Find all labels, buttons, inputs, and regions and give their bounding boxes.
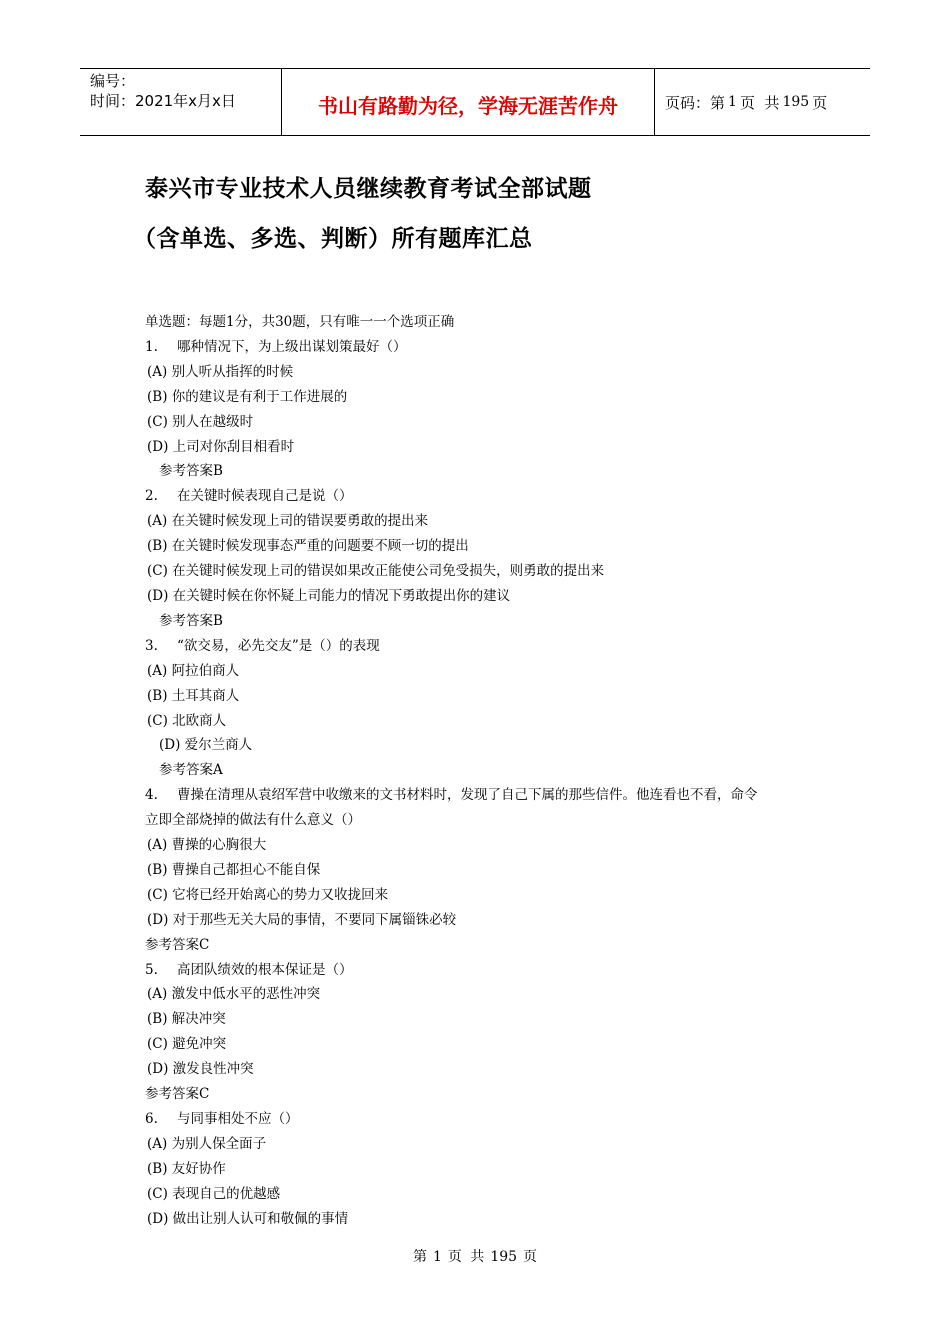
header-page-prefix: 页码：第 bbox=[665, 93, 726, 112]
reference-answer: 参考答案B bbox=[159, 463, 223, 480]
section-intro: 单选题：每题1分，共30题，只有唯一一个选项正确 bbox=[145, 314, 455, 330]
option-item: (C) 表现自己的优越感 bbox=[147, 1185, 281, 1202]
question-number: 2. bbox=[145, 488, 158, 505]
doc-code-label: 编号： bbox=[90, 72, 136, 90]
question-number: 6. bbox=[145, 1111, 158, 1127]
option-item: (C) 北欧商人 bbox=[147, 712, 227, 729]
option-item: (B) 你的建议是有利于工作进展的 bbox=[147, 388, 348, 405]
option-item: (D) 上司对你刮目相看时 bbox=[147, 438, 295, 455]
option-item: (D) 在关键时候在你怀疑上司能力的情况下勇敢提出你的建议 bbox=[147, 587, 511, 604]
question-text: 曹操在清理从袁绍军营中收缴来的文书材料时，发现了自己下属的那些信件。他连看也不看，命令 bbox=[177, 787, 758, 804]
footer-suffix: 页 bbox=[523, 1249, 538, 1265]
question-list bbox=[145, 310, 825, 1232]
page-header bbox=[80, 68, 870, 136]
question-number: 3. bbox=[145, 637, 158, 654]
option-item: (A) 激发中低水平的恶性冲突 bbox=[147, 986, 321, 1003]
option-item: (D) 激发良性冲突 bbox=[147, 1061, 254, 1078]
header-motto: 书山有路勤为径，学海无涯苦作舟 bbox=[282, 69, 655, 135]
question-text: “欲交易，必先交友”是（）的表现 bbox=[177, 637, 380, 654]
option-item: (B) 在关键时候发现事态严重的问题要不顾一切的提出 bbox=[147, 538, 469, 555]
header-page-info bbox=[655, 69, 870, 135]
option-item: (C) 它将已经开始离心的势力又收拢回来 bbox=[147, 886, 389, 903]
question-text-continued: 立即全部烧掉的做法有什么意义（） bbox=[145, 812, 361, 829]
option-item: (A) 为别人保全面子 bbox=[147, 1135, 267, 1152]
header-page-mid: 页 共 bbox=[739, 93, 780, 112]
option-item: (A) 曹操的心胸很大 bbox=[147, 837, 267, 854]
footer-page-number: 1 bbox=[432, 1249, 442, 1265]
document-title-line-2: （含单选、多选、判断）所有题库汇总 bbox=[133, 226, 533, 252]
question-text: 哪种情况下，为上级出谋划策最好（） bbox=[177, 338, 407, 355]
option-item: (A) 阿拉伯商人 bbox=[147, 662, 240, 679]
question-text: 与同事相处不应（） bbox=[177, 1111, 299, 1127]
question-stem bbox=[145, 958, 825, 983]
option-item: (D) 对于那些无关大局的事情，不要同下属锱铢必较 bbox=[147, 911, 457, 928]
doc-time-label: 时间：2021年x月x日 bbox=[90, 92, 236, 110]
reference-answer: 参考答案B bbox=[159, 612, 223, 629]
reference-answer: 参考答案C bbox=[145, 936, 210, 953]
option-item: (B) 友好协作 bbox=[147, 1160, 226, 1177]
question-stem bbox=[145, 335, 825, 360]
header-meta bbox=[80, 69, 282, 135]
option-item: (C) 在关键时候发现上司的错误如果改正能使公司免受损失，则勇敢的提出来 bbox=[147, 563, 605, 580]
question-number: 5. bbox=[145, 961, 158, 978]
document-title-line-1: 泰兴市专业技术人员继续教育考试全部试题 bbox=[145, 176, 592, 202]
question-stem bbox=[145, 783, 825, 808]
option-item: (C) 避免冲突 bbox=[147, 1036, 227, 1053]
reference-answer: 参考答案A bbox=[159, 762, 223, 779]
footer-mid: 页 共 bbox=[447, 1249, 485, 1265]
reference-answer: 参考答案C bbox=[145, 1086, 210, 1103]
option-item: (D) 做出让别人认可和敬佩的事情 bbox=[147, 1210, 349, 1227]
option-item: (B) 解决冲突 bbox=[147, 1011, 226, 1028]
page-footer bbox=[0, 1246, 950, 1266]
option-item: (A) 在关键时候发现上司的错误要勇敢的提出来 bbox=[147, 513, 429, 530]
header-page-suffix: 页 bbox=[812, 93, 828, 112]
question-number: 4. bbox=[145, 787, 158, 804]
option-item: (A) 别人听从指挥的时候 bbox=[147, 363, 294, 380]
question-number: 1. bbox=[145, 338, 158, 355]
footer-page-total: 195 bbox=[490, 1249, 518, 1265]
option-item: (D) 爱尔兰商人 bbox=[159, 737, 253, 754]
header-page-total: 195 bbox=[782, 94, 810, 110]
question-text: 在关键时候表现自己是说（） bbox=[177, 488, 353, 505]
option-item: (B) 曹操自己都担心不能自保 bbox=[147, 861, 321, 878]
header-page-number: 1 bbox=[728, 94, 737, 110]
footer-prefix: 第 bbox=[412, 1249, 427, 1265]
option-item: (B) 土耳其商人 bbox=[147, 687, 240, 704]
question-stem bbox=[145, 484, 825, 509]
option-item: (C) 别人在越级时 bbox=[147, 413, 254, 430]
question-stem bbox=[145, 1107, 825, 1132]
question-text: 高团队绩效的根本保证是（） bbox=[177, 961, 353, 978]
question-stem bbox=[145, 634, 825, 659]
